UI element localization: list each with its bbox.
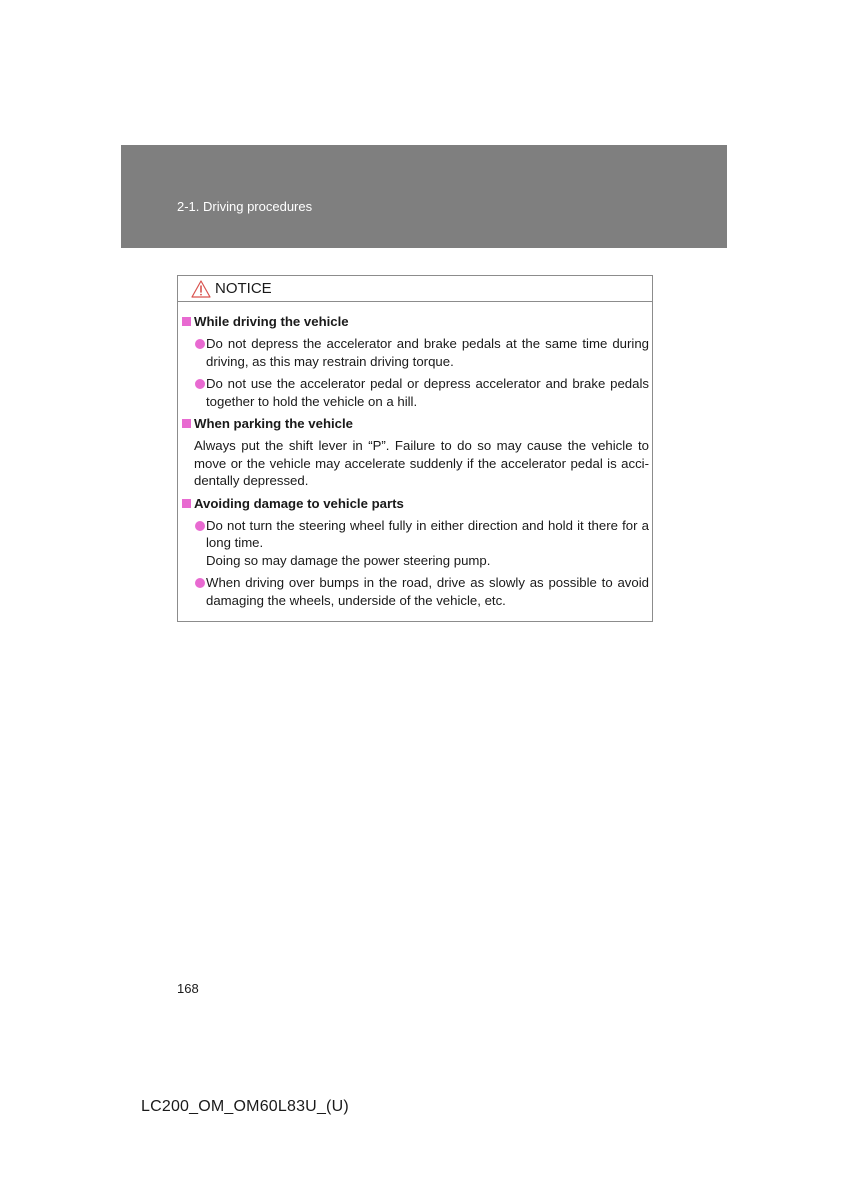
chapter-header-band	[121, 145, 727, 248]
list-item	[182, 517, 649, 569]
list-item-line: Do not turn the steering wheel fully in either direction and hold it there for a	[206, 518, 649, 534]
section-heading	[182, 495, 649, 512]
list-item-line: Do not use the accelerator pedal or depress accelerator and brake pedals	[206, 376, 649, 392]
list-item-line: Do not depress the accelerator and brake pedals at the same time during	[206, 336, 649, 352]
circle-bullet-icon	[195, 379, 205, 389]
list-item-line: together to hold the vehicle on a hill.	[206, 393, 418, 409]
section-heading-text: Avoiding damage to vehicle parts	[194, 495, 404, 511]
list-item	[182, 574, 649, 609]
list-item-line: Doing so may damage the power steering pump.	[206, 552, 491, 568]
notice-label: NOTICE	[215, 280, 272, 297]
paragraph	[182, 437, 649, 489]
section-title: 2-1. Driving procedures	[177, 199, 313, 214]
list-item	[182, 375, 649, 410]
square-bullet-icon	[182, 419, 191, 428]
page-number: 168	[177, 981, 199, 996]
notice-header	[178, 276, 652, 302]
notice-box	[177, 275, 653, 622]
section-heading	[182, 313, 649, 330]
list-item-line: driving, as this may restrain driving torque.	[206, 353, 454, 369]
circle-bullet-icon	[195, 521, 205, 531]
paragraph-line: Always put the shift lever in “P”. Failure to do so may cause the vehicle to	[194, 438, 649, 454]
square-bullet-icon	[182, 499, 191, 508]
section-heading-text: While driving the vehicle	[194, 314, 349, 329]
list-item	[182, 335, 649, 370]
square-bullet-icon	[182, 317, 191, 326]
notice-body	[182, 313, 649, 614]
paragraph-line: dentally depressed.	[194, 473, 309, 489]
list-item-line: damaging the wheels, underside of the vehicle, etc.	[206, 592, 506, 608]
warning-triangle-icon	[191, 280, 211, 298]
circle-bullet-icon	[195, 578, 205, 588]
section-heading-text: When parking the vehicle	[194, 416, 354, 432]
list-item-line: long time.	[206, 535, 264, 551]
document-code: LC200_OM_OM60L83U_(U)	[141, 1098, 349, 1115]
list-item-line: When driving over bumps in the road, drive as slowly as possible to avoid	[206, 575, 649, 591]
section-heading	[182, 415, 649, 432]
circle-bullet-icon	[195, 339, 205, 349]
paragraph-line: move or the vehicle may accelerate suddenly if the accelerator pedal is acci-	[194, 455, 649, 471]
